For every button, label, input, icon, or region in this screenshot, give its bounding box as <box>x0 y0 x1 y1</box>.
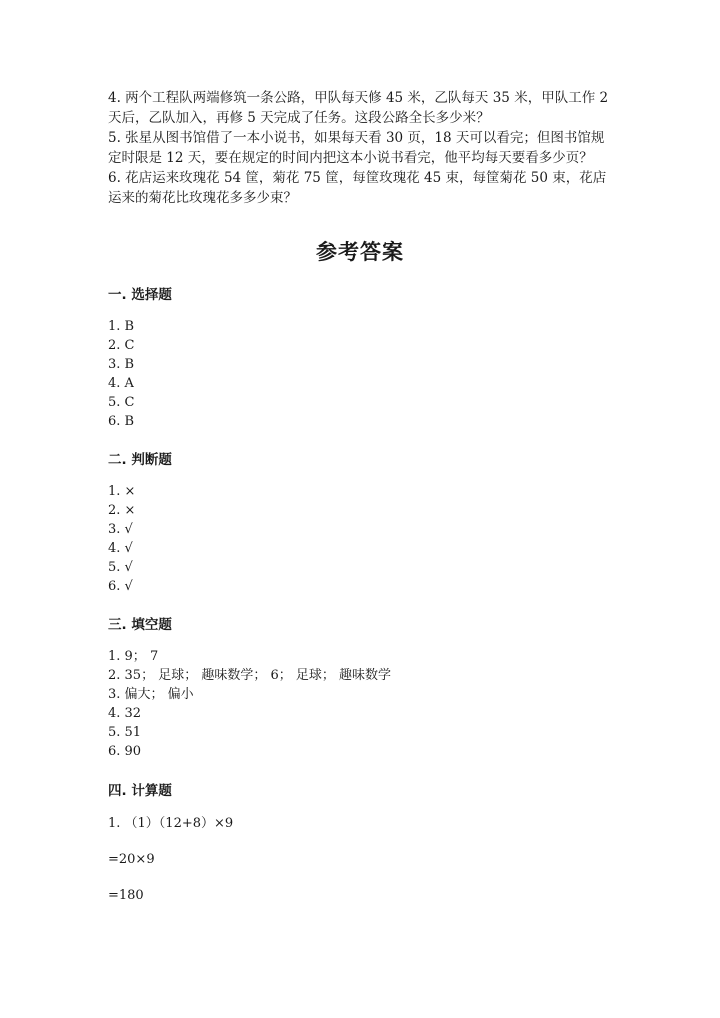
answer-item: 4. √ <box>108 541 133 556</box>
answer-item: 6. 90 <box>108 744 142 759</box>
answer-item: 1. B <box>108 319 135 334</box>
section-heading-true-false: 二. 判断题 <box>108 452 172 468</box>
problem-4: 4. 两个工程队两端修筑一条公路，甲队每天修 45 米，乙队每天 35 米，甲队工作 2 天后，乙队加入，再修 5 天完成了任务。这段公路全长多少米？ <box>108 90 609 126</box>
section-heading-calculation: 四. 计算题 <box>108 783 172 799</box>
answer-item: 2. × <box>108 503 136 518</box>
section-heading-multiple-choice: 一. 选择题 <box>108 287 172 303</box>
answer-item: 4. 32 <box>108 706 142 721</box>
answer-item: 3. √ <box>108 522 133 537</box>
problem-6: 6. 花店运来玫瑰花 54 筐，菊花 75 筐，每筐玫瑰花 45 束，每筐菊花 50 束，花店运来的菊花比玫瑰花多多少束？ <box>108 170 607 206</box>
answer-item: 1. × <box>108 484 136 499</box>
answer-item: 3. 偏大； 偏小 <box>108 687 194 702</box>
answer-item: 5. 51 <box>108 725 142 740</box>
answer-item: 6. √ <box>108 579 133 594</box>
answer-item: 5. √ <box>108 560 133 575</box>
answer-item: 2. C <box>108 338 135 353</box>
calculation-step: =20×9 <box>108 852 155 867</box>
answer-item: 5. C <box>108 395 135 410</box>
answer-key-title: 参考答案 <box>316 239 404 264</box>
true-false-answers <box>108 482 608 596</box>
calculation-step: 1. （1）（12+8）×9 <box>108 816 234 831</box>
fill-in-answers <box>108 647 608 761</box>
problem-5: 5. 张星从图书馆借了一本小说书，如果每天看 30 页，18 天可以看完；但图书馆规定时限是 12 天，要在规定的时间内把这本小说书看完，他平均每天要看多少页？ <box>108 130 605 166</box>
section-heading-fill-in: 三. 填空题 <box>108 617 172 633</box>
answer-item: 1. 9； 7 <box>108 649 159 664</box>
answer-item: 2. 35； 足球； 趣味数学； 6； 足球； 趣味数学 <box>108 668 392 683</box>
answer-item: 6. B <box>108 414 135 429</box>
answer-item: 3. B <box>108 357 135 372</box>
problem-list <box>108 88 616 208</box>
multiple-choice-answers <box>108 317 608 431</box>
calculation-step: =180 <box>108 888 144 903</box>
answer-item: 4. A <box>108 376 134 391</box>
